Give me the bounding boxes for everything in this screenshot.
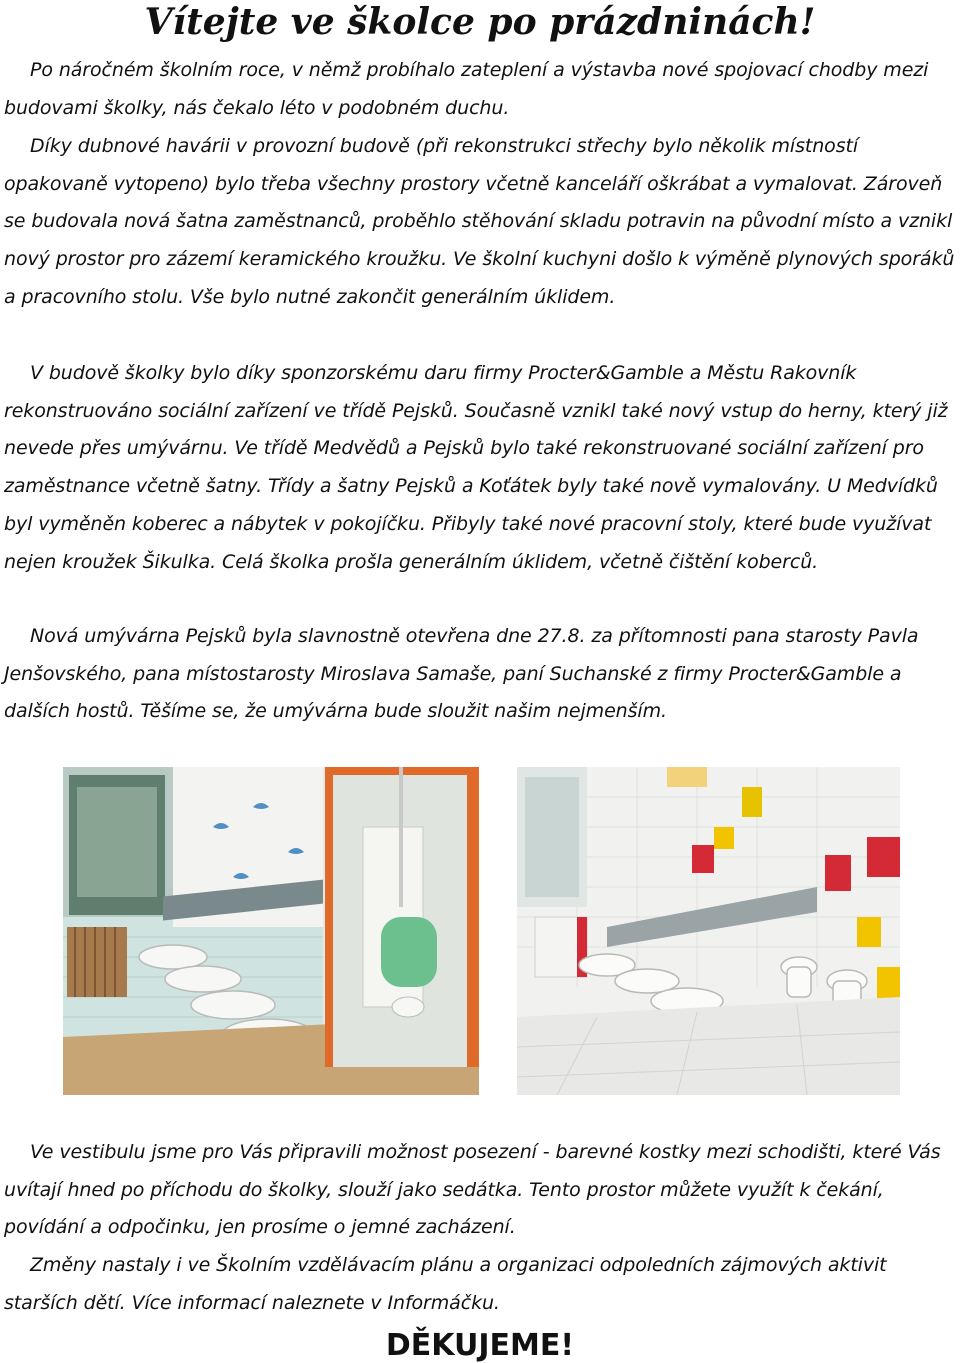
paragraph-vestibule: Ve vestibulu jsme pro Vás připravili možnost posezení - barevné kostky mezi schodišti, které Vás uvítají hned po příchodu do školky, slouží jako sedátka. Tento prostor můžete využít k čekání, povídání a odpočinku, jen prosíme o jemné zacházení. bbox=[4, 1141, 941, 1239]
page-title: Vítejte ve školce po prázdninách! bbox=[144, 1, 816, 43]
closing-thanks: DĚKUJEME! bbox=[385, 1328, 575, 1363]
photo-washroom-sinks bbox=[63, 767, 479, 1095]
paragraph-intro: Po náročném školním roce, v němž probíhalo zateplení a výstavba nové spojovací chodby mezi budovami školky, nás čekalo léto v podobném duchu. bbox=[4, 59, 929, 119]
paragraph-renovation: V budově školky bylo díky sponzorskému daru firmy Procter&Gamble a Městu Rakovník rekonstruováno sociální zařízení ve třídě Pejsků. Současně vznikl také nový vstup do herny, který již nevede přes umývárnu. Ve třídě Medvědů a Pejsků bylo také rekonstruované sociální zařízení pro zaměstnance včetně šatny. Třídy a šatny Pejsků a Koťátek byly také nově vymalovány. U Medvídků byl vyměněn koberec a nábytek v pokojíčku. Přibyly také nové pracovní stoly, které bude využívat nejen kroužek Šikulka. Celá školka prošla generálním úklidem, včetně čištění koberců. bbox=[4, 362, 948, 573]
paragraph-changes: Změny nastaly i ve Školním vzdělávacím plánu a organizaci odpoledních zájmových aktivit starších dětí. Více informací naleznete v Informáčku. bbox=[4, 1254, 887, 1314]
paragraph-opening: Nová umývárna Pejsků byla slavnostně otevřena dne 27.8. za přítomnosti pana starosty Pavla Jenšovského, pana místostarosty Miroslava Samaše, paní Suchanské z firmy Procter&Gamble a dalších hostů. Těšíme se, že umývárna bude sloužit našim nejmenším. bbox=[4, 625, 919, 723]
paragraph-summer-works: Díky dubnové havárii v provozní budově (při rekonstrukci střechy bylo několik místností opakovaně vytopeno) bylo třeba všechny prostory včetně kanceláří oškrábat a vymalovat. Zároveň se budovala nová šatna zaměstnanců, proběhlo stěhování skladu potravin na původní místo a vznikl nový prostor pro zázemí keramického kroužku. Ve školní kuchyni došlo k výměně plynových sporáků a pracovního stolu. Vše bylo nutné zakončit generálním úklidem. bbox=[4, 135, 955, 308]
photo-renovated-washroom bbox=[517, 767, 900, 1095]
